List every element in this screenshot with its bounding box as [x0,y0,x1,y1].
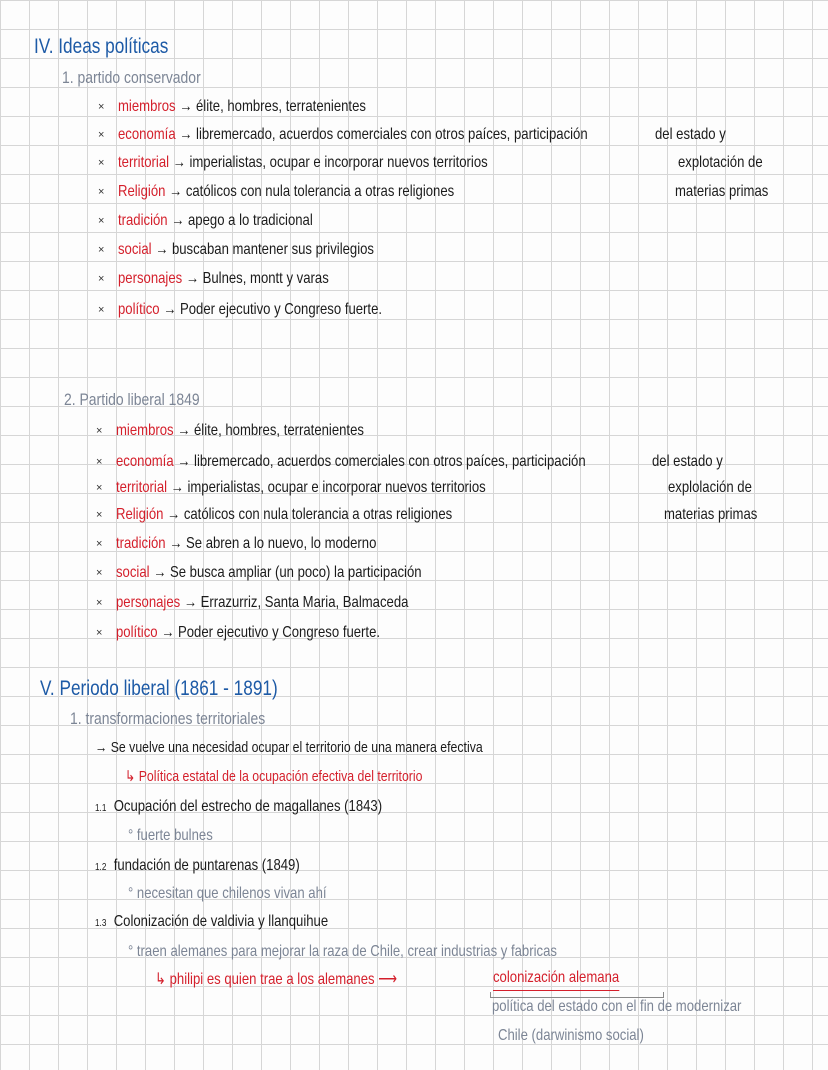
bullet-icon: × [96,509,103,521]
item-key: territorial [118,154,170,171]
sub-title: fundación de puntarenas (1849) [113,857,300,874]
bullet-icon: × [98,304,105,316]
sub-1-1-bullet: ° fuerte bulnes [128,827,213,844]
item-text: → católicos con nula tolerancia a otras religiones [169,183,455,200]
side-note-line: del estado y [652,453,723,470]
item-key: miembros [118,98,176,115]
bullet-icon: × [98,101,105,113]
transformaciones-heading: 1. transformaciones territoriales [70,709,266,728]
sub-number: 1.3 [95,918,107,929]
sub-1-3-bullet: ° traen alemanes para mejorar la raza de Chile, crear industrias y fabricas [128,943,557,960]
item-key: tradición [118,212,168,229]
item-key: político [116,624,158,641]
bullet-icon: × [98,273,105,285]
item-key: social [118,241,152,258]
list-item [116,476,486,500]
philipi-line: ↳ philipi es quien trae a los alemanes ⟶ [155,971,398,988]
item-text: → Se abren a lo nuevo, lo moderno [169,535,377,552]
bullet-icon: × [96,456,103,468]
section-iv-title: IV. Ideas políticas [34,35,169,58]
bullet-icon: × [96,567,103,579]
list-item [118,298,382,322]
side-note-line: explotación de [678,154,763,171]
side-note-line: materias primas [675,183,769,200]
list-item [118,238,374,262]
section-v-title: V. Periodo liberal (1861 - 1891) [40,677,278,700]
item-key: miembros [116,422,174,439]
sub-title: Ocupación del estrecho de magallanes (1843) [113,798,383,815]
bullet-icon: × [96,627,103,639]
bullet-icon: × [98,215,105,227]
sub-1-2 [95,854,300,878]
item-key: personajes [118,270,183,287]
item-key: político [118,301,160,318]
item-text: → Poder ejecutivo y Congreso fuerte. [161,624,381,641]
sub-1-3 [95,910,328,934]
bullet-text: traen alemanes para mejorar la raza de Chile, crear industrias y fabricas [136,943,557,960]
policy-line: ↳ Política estatal de la ocupación efectiva del territorio [125,768,423,785]
item-text: → libremercado, acuerdos comerciales con otros paíces, participación [179,126,588,143]
side-note-line: explolación de [668,479,752,496]
item-key: territorial [116,479,168,496]
item-text: → apego a lo tradicional [171,212,313,229]
bullet-icon: × [98,244,105,256]
item-text: → imperialistas, ocupar e incorporar nuevos territorios [172,154,488,171]
list-item [118,209,313,233]
list-item [116,503,452,527]
bullet-text: necesitan que chilenos vivan ahí [136,885,327,902]
item-text: → élite, hombres, terratenientes [177,422,364,439]
side-note-line: materias primas [664,506,758,523]
list-item [118,151,488,175]
note-line-1: política del estado con el fin de modernizar [492,998,742,1015]
bullet-icon: × [98,186,105,198]
list-item [118,180,454,204]
item-text: → libremercado, acuerdos comerciales con otros paíces, participación [177,453,586,470]
bullet-icon: × [96,597,103,609]
note-line-2: Chile (darwinismo social) [498,1027,644,1044]
item-text: → élite, hombres, terratenientes [179,98,366,115]
list-item [118,267,329,291]
sub-title: Colonización de valdivia y llanquihue [113,913,329,930]
item-key: personajes [116,594,181,611]
list-item [118,123,588,147]
item-key: social [116,564,150,581]
arrow-line: → Se vuelve una necesidad ocupar el territorio de una manera efectiva [95,739,483,756]
bullet-icon: × [96,425,103,437]
sub-1-1 [95,795,382,819]
list-item [116,621,380,645]
bullet-icon: × [96,482,103,494]
list-item [116,561,422,585]
item-text: → Bulnes, montt y varas [185,270,329,287]
item-key: tradición [116,535,166,552]
item-text: → Errazurriz, Santa Maria, Balmaceda [183,594,409,611]
item-key: economía [118,126,176,143]
list-item [116,591,408,615]
item-text: → Poder ejecutivo y Congreso fuerte. [163,301,383,318]
bullet-text: fuerte bulnes [136,827,213,844]
item-key: economía [116,453,174,470]
list-item [116,419,364,443]
bullet-icon: × [98,129,105,141]
colonizacion-alemana: colonización alemana [493,966,619,991]
item-text: → imperialistas, ocupar e incorporar nuevos territorios [170,479,486,496]
side-note-line: del estado y [655,126,726,143]
liberal-heading: 2. Partido liberal 1849 [64,390,200,409]
item-key: Religión [116,506,164,523]
sub-number: 1.2 [95,862,107,873]
item-text: → buscaban mantener sus privilegios [155,241,374,258]
list-item [116,532,376,556]
list-item [116,450,586,474]
conservador-heading: 1. partido conservador [62,68,201,87]
item-text: → católicos con nula tolerancia a otras religiones [167,506,453,523]
sub-number: 1.1 [95,803,107,814]
item-text: → Se busca ampliar (un poco) la participación [153,564,422,581]
bullet-icon: × [98,157,105,169]
sub-1-2-bullet: ° necesitan que chilenos vivan ahí [128,885,327,902]
list-item [118,95,366,119]
bullet-icon: × [96,538,103,550]
item-key: Religión [118,183,166,200]
